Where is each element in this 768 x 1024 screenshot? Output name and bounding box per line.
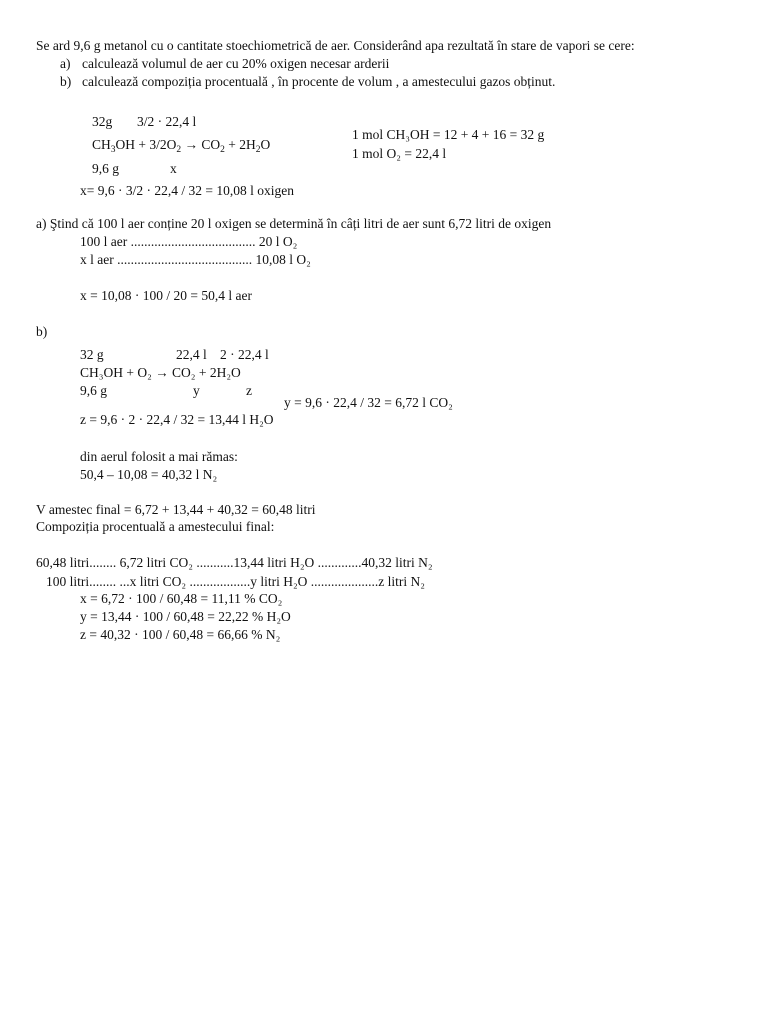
part-b-bottom-y: y [193, 383, 200, 398]
part-b-top-h2o: 2 · 22,4 l [220, 347, 269, 362]
reaction1-bottom-mass: 9,6 g [92, 161, 119, 176]
reaction1-bottom-x: x [170, 161, 177, 176]
task-marker-b: b) [60, 74, 72, 89]
composition-z-result: z = 40,32 · 100 / 60,48 = 66,66 % N₂ [80, 627, 281, 642]
part-a-row1: 100 l aer ..................................... 20 l O₂ [80, 234, 298, 249]
part-b-remaining-calc: 50,4 – 10,08 = 40,32 l N₂ [80, 467, 218, 482]
reaction1-top-mass: 32g [92, 114, 113, 129]
reaction1-top-volume: 3/2 · 22,4 l [137, 114, 197, 129]
composition-row2: 100 litri........ ...x litri CO₂ ..................y litri H₂O ....................z litri N₂ [46, 574, 425, 589]
part-a-row2: x l aer ........................................ 10,08 l O₂ [80, 252, 311, 267]
reaction1-equation: $CH_3OH + 3/2O_2 \to CO_2 + 2H_2O$ [92, 137, 271, 155]
note-molar-volume: 1 mol O₂ = 22,4 l [352, 146, 447, 161]
task-marker-a: a) [60, 56, 71, 71]
task-text-a: calculează volumul de aer cu 20% oxigen necesar arderii [82, 56, 390, 71]
reaction1-result: x= 9,6 · 3/2 · 22,4 / 32 = 10,08 l oxigen [80, 183, 294, 198]
part-b-bottom-mass: 9,6 g [80, 383, 107, 398]
part-b-z-result: z = 9,6 · 2 · 22,4 / 32 = 13,44 l H₂O [80, 412, 274, 427]
final-volume: V amestec final = 6,72 + 13,44 + 40,32 = 60,48 litri [36, 502, 316, 517]
part-b-remaining-label: din aerul folosit a mai rămas: [80, 449, 238, 464]
part-b-label: b) [36, 324, 48, 339]
part-b-equation: CH₃OH + O₂ → CO₂ + 2H₂O [80, 365, 241, 380]
problem-intro: Se ard 9,6 g metanol cu o cantitate stoechiometrică de aer. Considerând apa rezultată în stare de vapori se cere: [36, 38, 635, 53]
part-b-y-result: y = 9,6 · 22,4 / 32 = 6,72 l CO₂ [284, 395, 453, 410]
composition-title: Compoziția procentuală a amestecului final: [36, 519, 275, 534]
task-text-b: calculează compoziția procentuală , în procente de volum , a amestecului gazos obținut. [82, 74, 556, 89]
part-b-top-co2: 22,4 l [176, 347, 207, 362]
composition-x-result: x = 6,72 · 100 / 60,48 = 11,11 % CO₂ [80, 591, 283, 606]
composition-row1: 60,48 litri........ 6,72 litri CO₂ ...........13,44 litri H₂O .............40,32 litri N₂ [36, 555, 433, 570]
part-a-result: x = 10,08 · 100 / 20 = 50,4 l aer [80, 288, 252, 303]
part-a-statement: a) Ştind că 100 l aer conține 20 l oxigen se determină în câți litri de aer sunt 6,72 litri de oxigen [36, 216, 552, 231]
composition-y-result: y = 13,44 · 100 / 60,48 = 22,22 % H₂O [80, 609, 291, 624]
note-molar-mass: 1 mol CH₃OH = 12 + 4 + 16 = 32 g [352, 127, 545, 142]
part-b-bottom-z: z [246, 383, 252, 398]
part-b-top-mass: 32 g [80, 347, 104, 362]
